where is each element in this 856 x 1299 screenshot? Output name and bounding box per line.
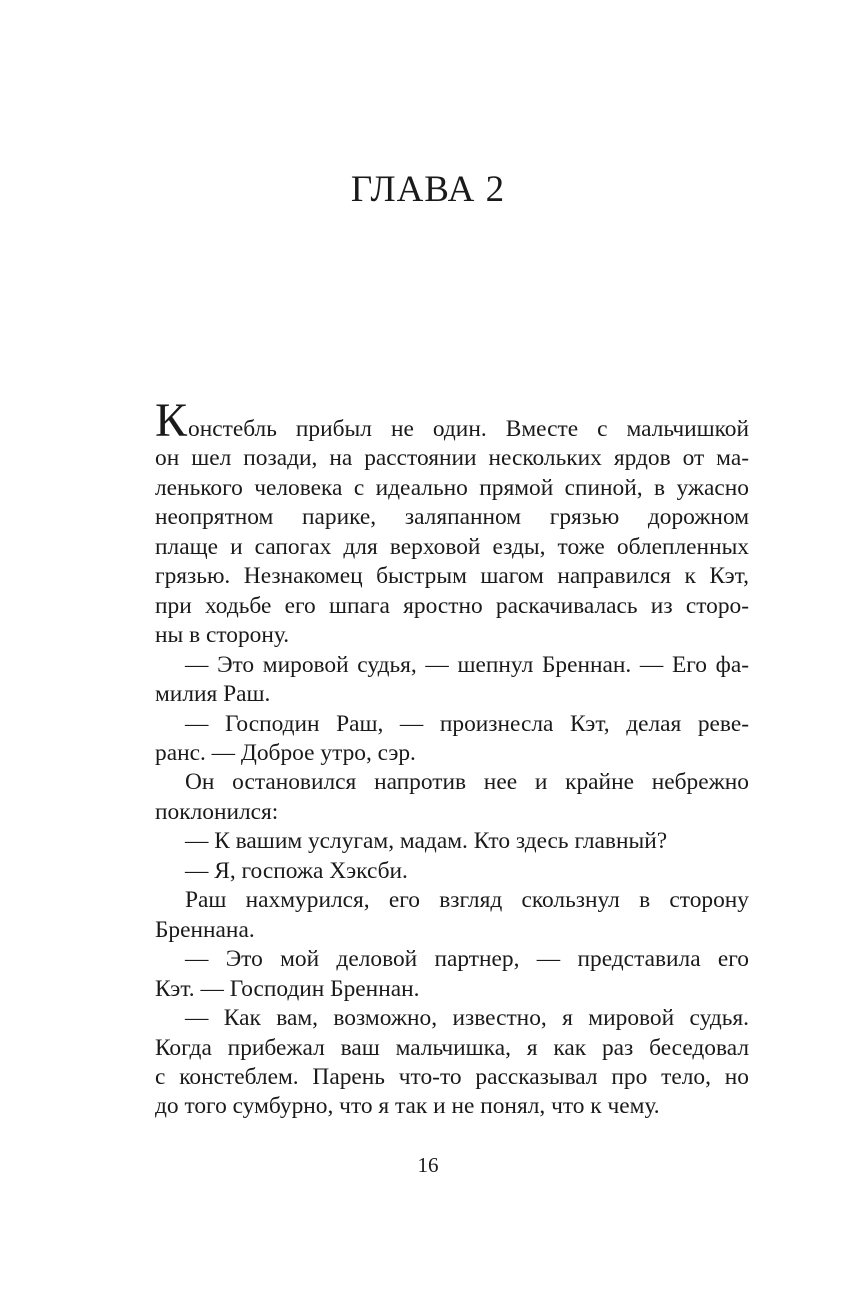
text-line: — Господин Раш, — произнесла Кэт, делая реве-	[185, 710, 749, 737]
text-line: Раш нахмурился, его взгляд скользнул в сторону	[185, 887, 749, 914]
text-line: он шел позади, на расстоянии нескольких ярдов от ма-	[155, 445, 749, 472]
text-line: грязью. Незнакомец быстрым шагом направился к Кэт,	[155, 563, 749, 590]
text-line: — Я, госпожа Хэксби.	[185, 857, 408, 884]
text-line: Кэт. — Господин Бреннан.	[155, 975, 420, 1002]
text-line: при ходьбе его шпага яростно раскачивалась из сторо-	[155, 592, 749, 619]
text-line: Когда прибежал ваш мальчишка, я как раз беседовал	[155, 1034, 749, 1061]
text-line: плаще и сапогах для верховой езды, тоже облепленных	[155, 533, 749, 560]
text-line: — Это мировой судья, — шепнул Бреннан. — Его фа-	[185, 651, 749, 678]
text-line: неопрятном парике, заляпанном грязью дорожном	[155, 504, 749, 531]
text-line: — К вашим услугам, мадам. Кто здесь главный?	[185, 828, 668, 855]
text-line: с констеблем. Парень что-то рассказывал про тело, но	[155, 1063, 749, 1090]
text-line: — Как вам, возможно, известно, я мировой судья.	[185, 1005, 749, 1032]
page-number: 16	[417, 1153, 439, 1177]
drop-cap: К	[155, 394, 188, 447]
text-line: милия Раш.	[155, 681, 271, 708]
text-line: Бреннана.	[155, 916, 255, 943]
text-line	[155, 394, 749, 447]
text-line: — Это мой деловой партнер, — представила его	[185, 946, 749, 973]
text-line: до того сумбурно, что я так и не понял, что к чему.	[155, 1093, 660, 1120]
text-line-content: онстебль прибыл не один. Вместе с мальчишкой	[188, 416, 749, 442]
text-line: Он остановился напротив нее и крайне небрежно	[185, 769, 749, 796]
chapter-title: ГЛАВА 2	[350, 169, 506, 210]
text-line: ленького человека с идеально прямой спиной, в ужасно	[155, 474, 749, 501]
text-line: ранс. — Доброе утро, сэр.	[155, 739, 416, 766]
body-text	[155, 394, 749, 1122]
text-line: поклонился:	[155, 798, 279, 825]
text-line: ны в сторону.	[155, 622, 290, 649]
